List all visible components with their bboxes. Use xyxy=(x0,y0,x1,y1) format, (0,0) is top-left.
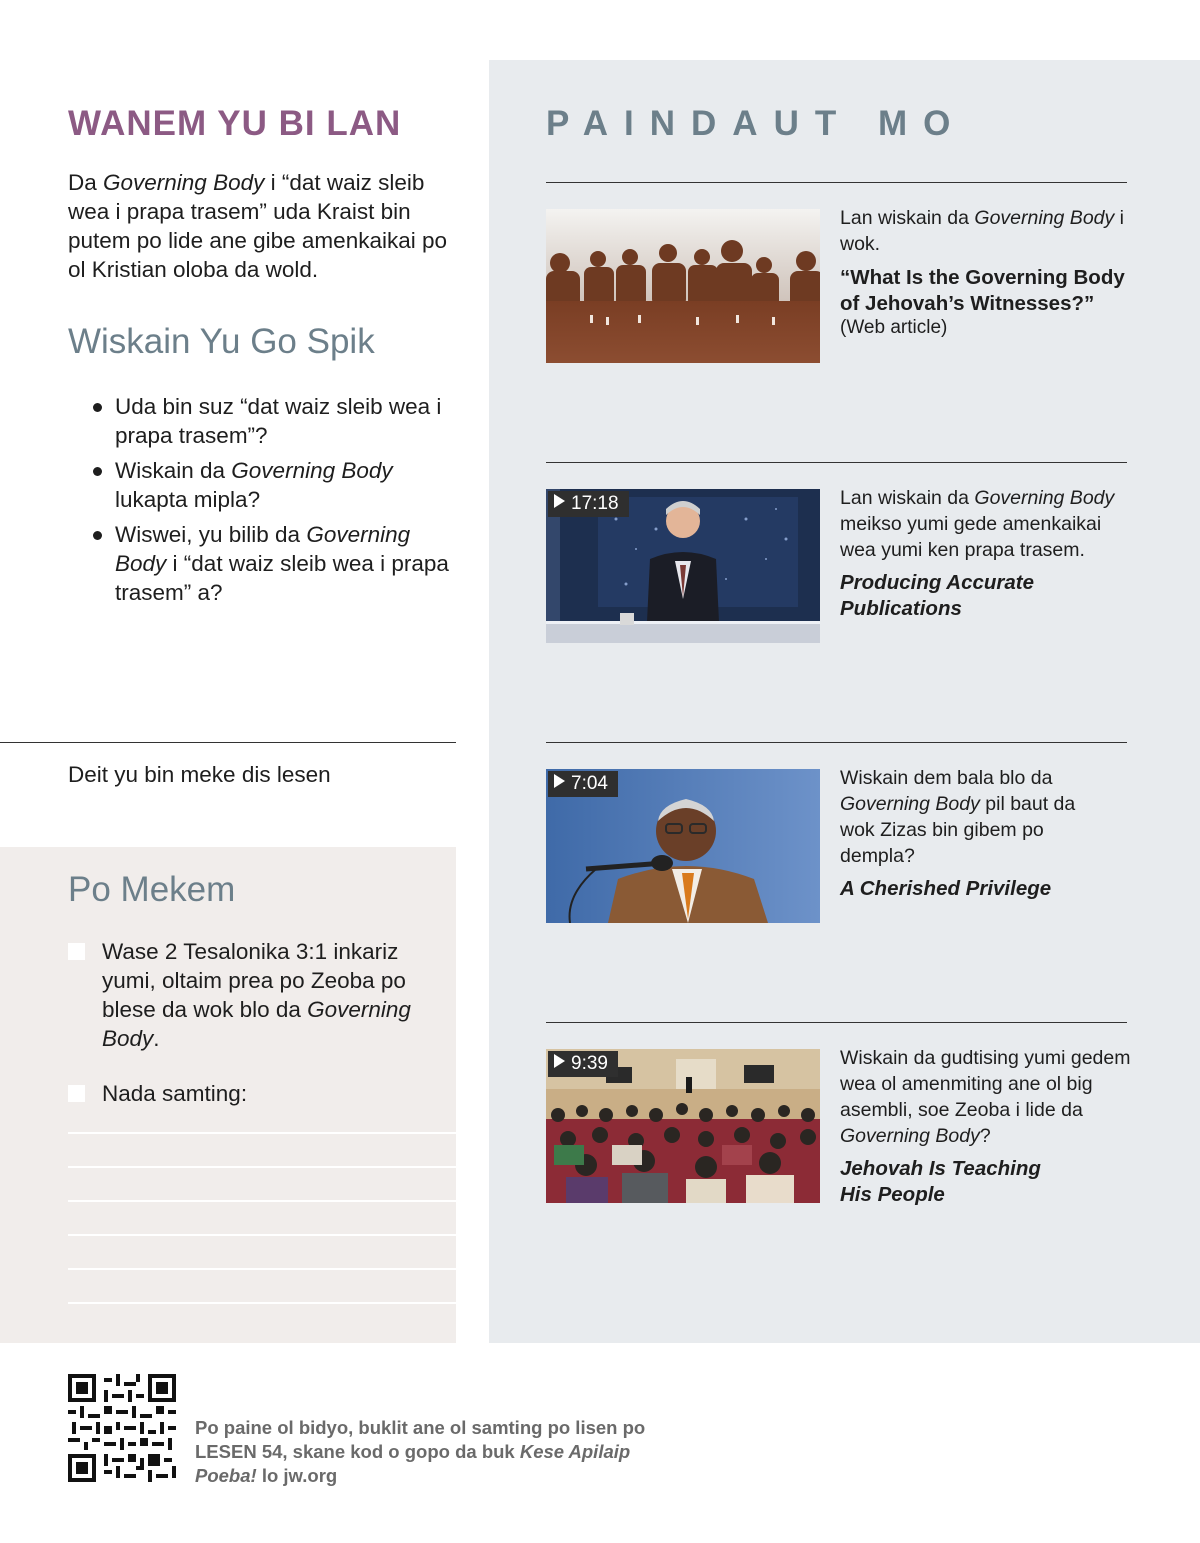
todo-item-read[interactable]: Wase 2 Tesalonika 3:1 inkariz yumi, oltaim prea po Zeoba po blese da wok blo da Governing Body. xyxy=(68,937,428,1053)
discussion-questions xyxy=(90,392,450,613)
article-type-label: (Web article) xyxy=(840,317,948,338)
qr-code[interactable] xyxy=(68,1374,176,1482)
divider xyxy=(546,182,1127,183)
silhouette-meeting-thumbnail[interactable] xyxy=(546,209,820,363)
divider xyxy=(546,1022,1127,1023)
play-icon xyxy=(554,774,565,788)
explore-heading: PAINDAUT MO xyxy=(546,104,967,143)
bullet-icon xyxy=(93,467,102,476)
footer-note: Po paine ol bidyo, buklit ane ol samting po lisen po LESEN 54, skane kod o gopo da buk Kese Apilaip Poeba! lo jw.org xyxy=(195,1417,646,1486)
divider xyxy=(546,742,1127,743)
writing-line[interactable] xyxy=(68,1200,456,1202)
date-completed-label: Deit yu bin meke dis lesen xyxy=(68,762,331,787)
writing-line[interactable] xyxy=(68,1132,456,1134)
question-item: Uda bin suz “dat waiz sleib wea i prapa trasem”? xyxy=(90,392,450,450)
audience-in-hall-video-thumbnail[interactable] xyxy=(546,1049,820,1203)
bullet-icon xyxy=(93,531,102,540)
video-title-link[interactable]: A Cherished Privilege xyxy=(840,877,1052,900)
divider xyxy=(546,462,1127,463)
book-title: Kese Apilaip Poeba! xyxy=(195,1441,631,1486)
video-title-link[interactable]: Producing Accurate Publications xyxy=(840,571,1035,620)
writing-line[interactable] xyxy=(68,1268,456,1270)
writing-line[interactable] xyxy=(68,1166,456,1168)
play-icon xyxy=(554,1054,565,1068)
learn-heading: WANEM YU BI LAN xyxy=(68,104,402,143)
video-duration-badge: 7:04 xyxy=(548,771,618,797)
todo-heading: Po Mekem xyxy=(68,870,236,909)
bullet-icon xyxy=(93,403,102,412)
play-icon xyxy=(554,494,565,508)
writing-line[interactable] xyxy=(68,1234,456,1236)
video-description: Wiskain dem bala blo da Governing Body pil baut da wok Zizas bin gibem po dempla? xyxy=(840,767,1076,867)
checkbox[interactable] xyxy=(68,943,85,960)
man-at-microphone-video-thumbnail[interactable] xyxy=(546,769,820,923)
divider xyxy=(0,742,456,743)
video-description: Wiskain da gudtising yumi gedem wea ol amenmiting ane ol big asembli, soe Zeoba i lide da Governing Body? xyxy=(840,1047,1131,1147)
todo-item-other[interactable]: Nada samting: xyxy=(68,1079,428,1108)
question-item: Wiswei, yu bilib da Governing Body i “dat waiz sleib wea i prapa trasem” a? xyxy=(90,520,450,607)
video-description: Lan wiskain da Governing Body meikso yumi gede amenkaikai wea yumi ken prapa trasem. xyxy=(840,487,1115,561)
video-duration-badge: 17:18 xyxy=(548,491,629,517)
learn-summary: Da Governing Body i “dat waiz sleib wea i prapa trasem” uda Kraist bin putem po lide ane gibe amenkaikai po ol Kristian oloba da wold. xyxy=(68,170,448,282)
video-description: Lan wiskain da Governing Body i wok. xyxy=(840,207,1125,255)
question-item: Wiskain da Governing Body lukapta mipla? xyxy=(90,456,450,514)
checkbox[interactable] xyxy=(68,1085,85,1102)
video-title-link[interactable]: Jehovah Is Teaching His People xyxy=(840,1157,1041,1206)
speaker-at-desk-video-thumbnail[interactable] xyxy=(546,489,820,643)
writing-line[interactable] xyxy=(68,1302,456,1304)
talk-heading: Wiskain Yu Go Spik xyxy=(68,322,375,361)
video-duration-badge: 9:39 xyxy=(548,1051,618,1077)
article-title-link[interactable]: “What Is the Governing Body of Jehovah’s Witnesses?” xyxy=(840,266,1125,315)
